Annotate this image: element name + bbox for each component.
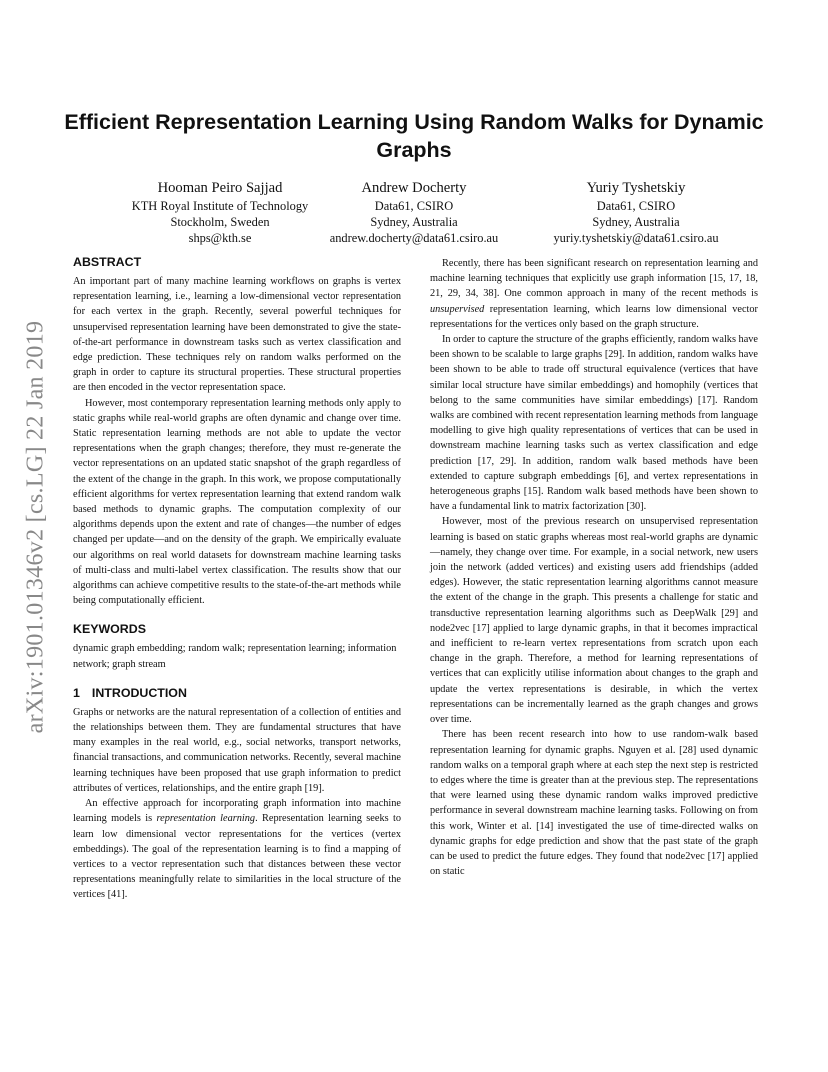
intro-paragraph: However, most of the previous research on unsupervised representation learning is based on static graphs whereas most real-world graphs are dynamic —namely, they change over time. For example, in a social network, new users join the network (added vertices) and existing users add friendships (added edges). However, the static representation learning algorithms cannot measure the extent of the change in the graph. This presents a challenge for static and transductive representation learning algorithms such as DeepWalk [29] and node2vec [17] applied to large dynamic graphs, in that it becomes impractical and inefficient to re-learn vertex representations from scratch upon each change in the graph. Therefore, a method for learning representations of vertices that can explicitly utilise information about changes to the graph and update the vertex representations is desirable, in which the vertex representations can be incrementally learned as the graph changes and grows over time.: [430, 516, 758, 726]
paper-title: Efficient Representation Learning Using Random Walks for Dynamic Graphs: [64, 110, 764, 162]
author-name: Andrew Docherty: [361, 180, 467, 196]
keywords-heading: KEYWORDS: [73, 622, 146, 637]
keywords-text: dynamic graph embedding; random walk; representation learning; information network; graph stream: [73, 643, 397, 670]
intro-paragraph: In order to capture the structure of the graphs efficiently, random walks have been shown to be scalable to large graphs [29]. In addition, random walks have been shown to be able to trade off structural equivalence (vertices that have similar local structure have similar embeddings) and homophily (vertices that belong to the same communities have similar embeddings) [17]. Random walks are combined with recent representation learning methods from language modelling to give high quality representations of vertices that can be used in downstream machine learning tasks such as vertex classification and edge prediction [17, 29]. In addition, random walk based methods have been extended to capture subgraph embeddings [6], and vertex representations in heterogeneous graphs [15]. Random walk based methods have been shown to have a fundamental link to matrix factorization [30].: [430, 334, 758, 513]
author-block: [110, 178, 330, 246]
section-title: INTRODUCTION: [91, 685, 187, 700]
author-affiliation: Data61, CSIRO: [374, 199, 454, 213]
author-email: shps@kth.se: [188, 231, 252, 245]
abstract-paragraph: An important part of many machine learning workflows on graphs is vertex representation learning, i.e., learning a low-dimensional vector representation for each vertex in the graph. Recently, several powerful techniques for unsupervised representation learning have been demonstrated to give the state-of-the-art performance in downstream tasks such as vertex classification and edge prediction. These techniques rely on random walks performed on the graph in order to capture its structural properties. These structural properties are then encoded in the vector representation space.: [73, 276, 401, 394]
author-affiliation: KTH Royal Institute of Technology: [131, 199, 309, 213]
intro-paragraph: An effective approach for incorporating graph information into machine learning models is representation learning. Representation learning seeks to learn low dimensional vector representations for the vertices (vertex embeddings). The goal of the representation learning is to find a mapping of vertices to a vector representation such that distances between these vector representations meaningfully relate to similarities in the local structure of the vertices [41].: [73, 798, 401, 901]
left-column: [73, 254, 401, 903]
section-number: 1: [73, 685, 80, 700]
intro-paragraph: Graphs or networks are the natural representation of a collection of entities and the relationships between them. They are fundamental structures that have many examples in the real world, e.g., social networks, transport networks, financial transactions, and communication networks. Recently, several machine learning techniques have been proposed that use graph information to predict attributes of vertices, relationships, and the entire graph [19].: [73, 706, 401, 794]
abstract-paragraph: However, most contemporary representation learning methods only apply to static graphs while real-world graphs are often dynamic and change over time. Static representation learning methods are not able to update the vector representations when the graph changes; therefore, they must re-generate the vector representations on an updated static snapshot of the graph regardless of the extent of the change in the graph. In this work, we propose computationally efficient algorithms for vertex representation learning that extend random walk based methods to dynamic graphs. The computation complexity of our algorithms depends upon the extent and rate of changes—the number of edges changed per update—and on the density of the graph. We empirically evaluate our algorithms on real world datasets for downstream machine learning tasks of multi-class and multi-label vertex classification. The results show that our algorithms can achieve competitive results to the state-of-the-art methods while being computationally efficient.: [73, 397, 401, 607]
author-location: Sydney, Australia: [592, 215, 680, 229]
author-location: Stockholm, Sweden: [170, 215, 270, 229]
author-email: yuriy.tyshetskiy@data61.csiro.au: [553, 231, 719, 245]
author-block: [304, 178, 524, 246]
author-location: Sydney, Australia: [370, 215, 458, 229]
intro-paragraph: There has been recent research into how to use random-walk based representation learning for dynamic graphs. Nguyen et al. [28] used dynamic random walks on a temporal graph where at each step the next step is restricted to edges where the time is greater than at the previous step. The representations that were learned using these dynamic random walks improved predictive performance in several downstream machine learning tasks. Following on from this work, Winter et al. [14] investigated the use of time-directed walks on dynamic graphs for edge prediction and show that the past state of the graph can be used to predict the future edges. They found that node2vec [17] applied on static: [430, 729, 758, 878]
author-block: [526, 178, 746, 246]
author-name: Hooman Peiro Sajjad: [157, 180, 283, 196]
author-name: Yuriy Tyshetskiy: [586, 180, 686, 196]
section-heading-introduction: [73, 685, 401, 701]
author-affiliation: Data61, CSIRO: [596, 199, 676, 213]
intro-paragraph: Recently, there has been significant research on representation learning and machine learning techniques that explicitly use graph information [15, 17, 18, 21, 29, 34, 38]. One common approach in many of the recent methods is unsupervised representation learning, which learns low dimensional vector representations for the vertices only based on the graph structure.: [430, 258, 758, 330]
right-column: [430, 256, 758, 879]
abstract-heading: ABSTRACT: [73, 255, 142, 269]
arxiv-stamp-text: arXiv:1901.01346v2 [cs.LG] 22 Jan 2019: [22, 320, 49, 734]
author-email: andrew.docherty@data61.csiro.au: [329, 231, 499, 245]
arxiv-stamp: [22, 292, 49, 762]
